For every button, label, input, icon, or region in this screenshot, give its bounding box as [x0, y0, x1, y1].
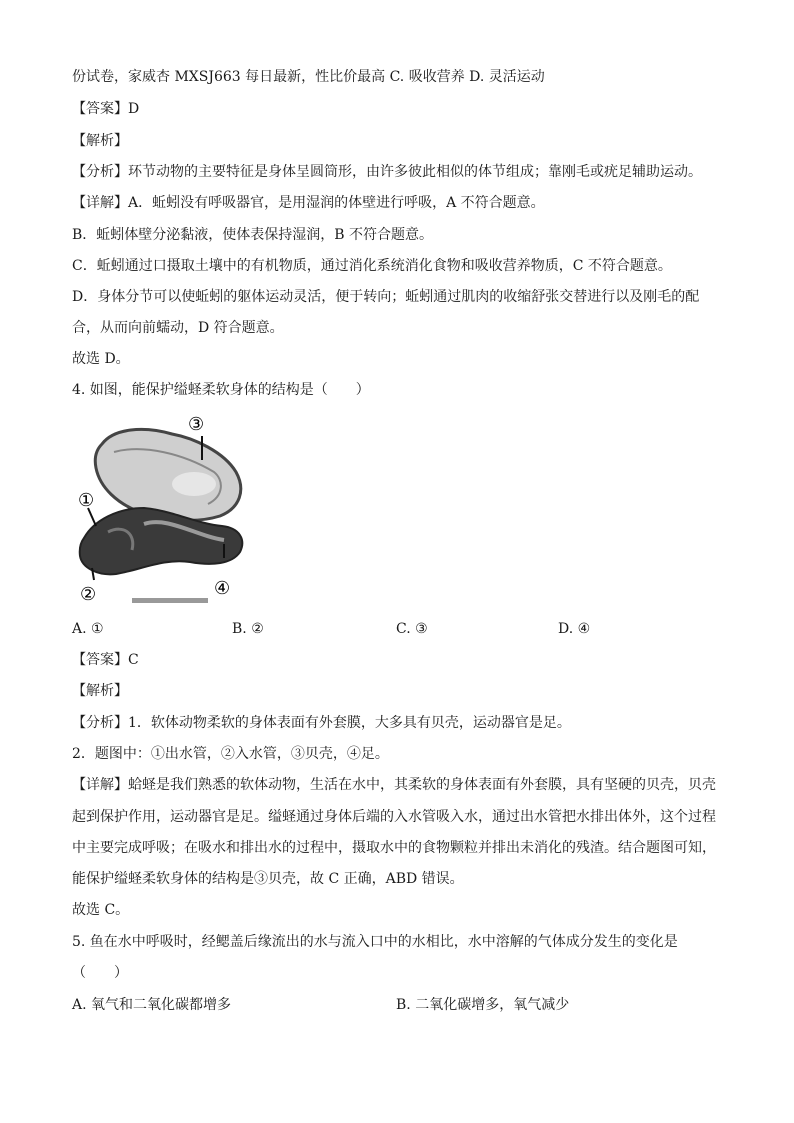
shell-shape	[95, 429, 241, 520]
text-line: B．蚯蚓体壁分泌黏液，使体表保持湿润，B 不符合题意。	[72, 227, 434, 243]
text-line: C．蚯蚓通过口摄取土壤中的有机物质，通过消化系统消化食物和吸收营养物质，C 不符合题意。	[72, 258, 672, 274]
text-line: D．身体分节可以使蚯蚓的躯体运动灵活，便于转向；蚯蚓通过肌肉的收缩舒张交替进行以及刚毛的配	[72, 289, 700, 305]
text-line: 合，从而向前蠕动，D 符合题意。	[72, 320, 284, 336]
text-line: 份试卷，家威杏 MXSJ663 每日最新，性比价最高 C. 吸收营养 D. 灵活运动	[72, 69, 545, 85]
answer-label: 【答案】D	[72, 101, 140, 117]
q4-option-c: C. ③	[396, 621, 428, 637]
question-5-stem: 5. 鱼在水中呼吸时，经鳃盖后缘流出的水与流入口中的水相比，水中溶解的气体成分发生的变化是	[72, 934, 678, 950]
clam-figure	[74, 408, 254, 608]
text-line: 起到保护作用，运动器官是足。缢蛏通过身体后端的入水管吸入水，通过出水管把水排出体外，这个过程	[72, 809, 716, 825]
analysis-heading: 【解析】	[72, 683, 128, 699]
text-line: 【分析】1．软体动物柔软的身体表面有外套膜，大多具有贝壳，运动器官是足。	[72, 715, 571, 731]
text-line: 【详解】蛤蛏是我们熟悉的软体动物，生活在水中，其柔软的身体表面有外套膜，具有坚硬的贝壳，贝壳	[72, 777, 716, 793]
q4-option-b: B. ②	[232, 621, 264, 637]
text-line: 故选 D。	[72, 351, 130, 367]
text-line: 【分析】环节动物的主要特征是身体呈圆筒形，由许多彼此相似的体节组成；靠刚毛或疣足辅助运动。	[72, 164, 702, 180]
figure-label-4: ④	[214, 578, 231, 599]
figure-label-2: ②	[80, 584, 97, 605]
text-line: 【详解】A．蚯蚓没有呼吸器官，是用湿润的体壁进行呼吸，A 不符合题意。	[72, 195, 545, 211]
figure-label-1: ①	[78, 490, 95, 511]
q5-option-b: B. 二氧化碳增多，氧气减少	[396, 997, 570, 1013]
shell-highlight	[172, 472, 216, 496]
figure-label-3: ③	[188, 414, 205, 435]
answer-label: 【答案】C	[72, 652, 139, 668]
text-line: 故选 C。	[72, 902, 130, 918]
q4-option-a: A. ①	[72, 621, 104, 637]
q5-option-a: A. 氧气和二氧化碳都增多	[72, 997, 232, 1013]
q4-option-d: D. ④	[558, 621, 591, 637]
question-4-stem: 4. 如图，能保护缢蛏柔软身体的结构是（ ）	[72, 382, 370, 398]
text-line: 2．题图中：①出水管，②入水管，③贝壳，④足。	[72, 746, 389, 762]
text-line: 中主要完成呼吸；在吸水和排出水的过程中，摄取水中的食物颗粒并排出未消化的残渣。结合题图可知，	[72, 840, 716, 856]
clam-illustration	[74, 408, 254, 608]
scale-bar	[132, 598, 208, 603]
text-line: （ ）	[72, 965, 128, 981]
text-line: 能保护缢蛏柔软身体的结构是③贝壳，故 C 正确，ABD 错误。	[72, 871, 464, 887]
analysis-heading: 【解析】	[72, 133, 128, 149]
